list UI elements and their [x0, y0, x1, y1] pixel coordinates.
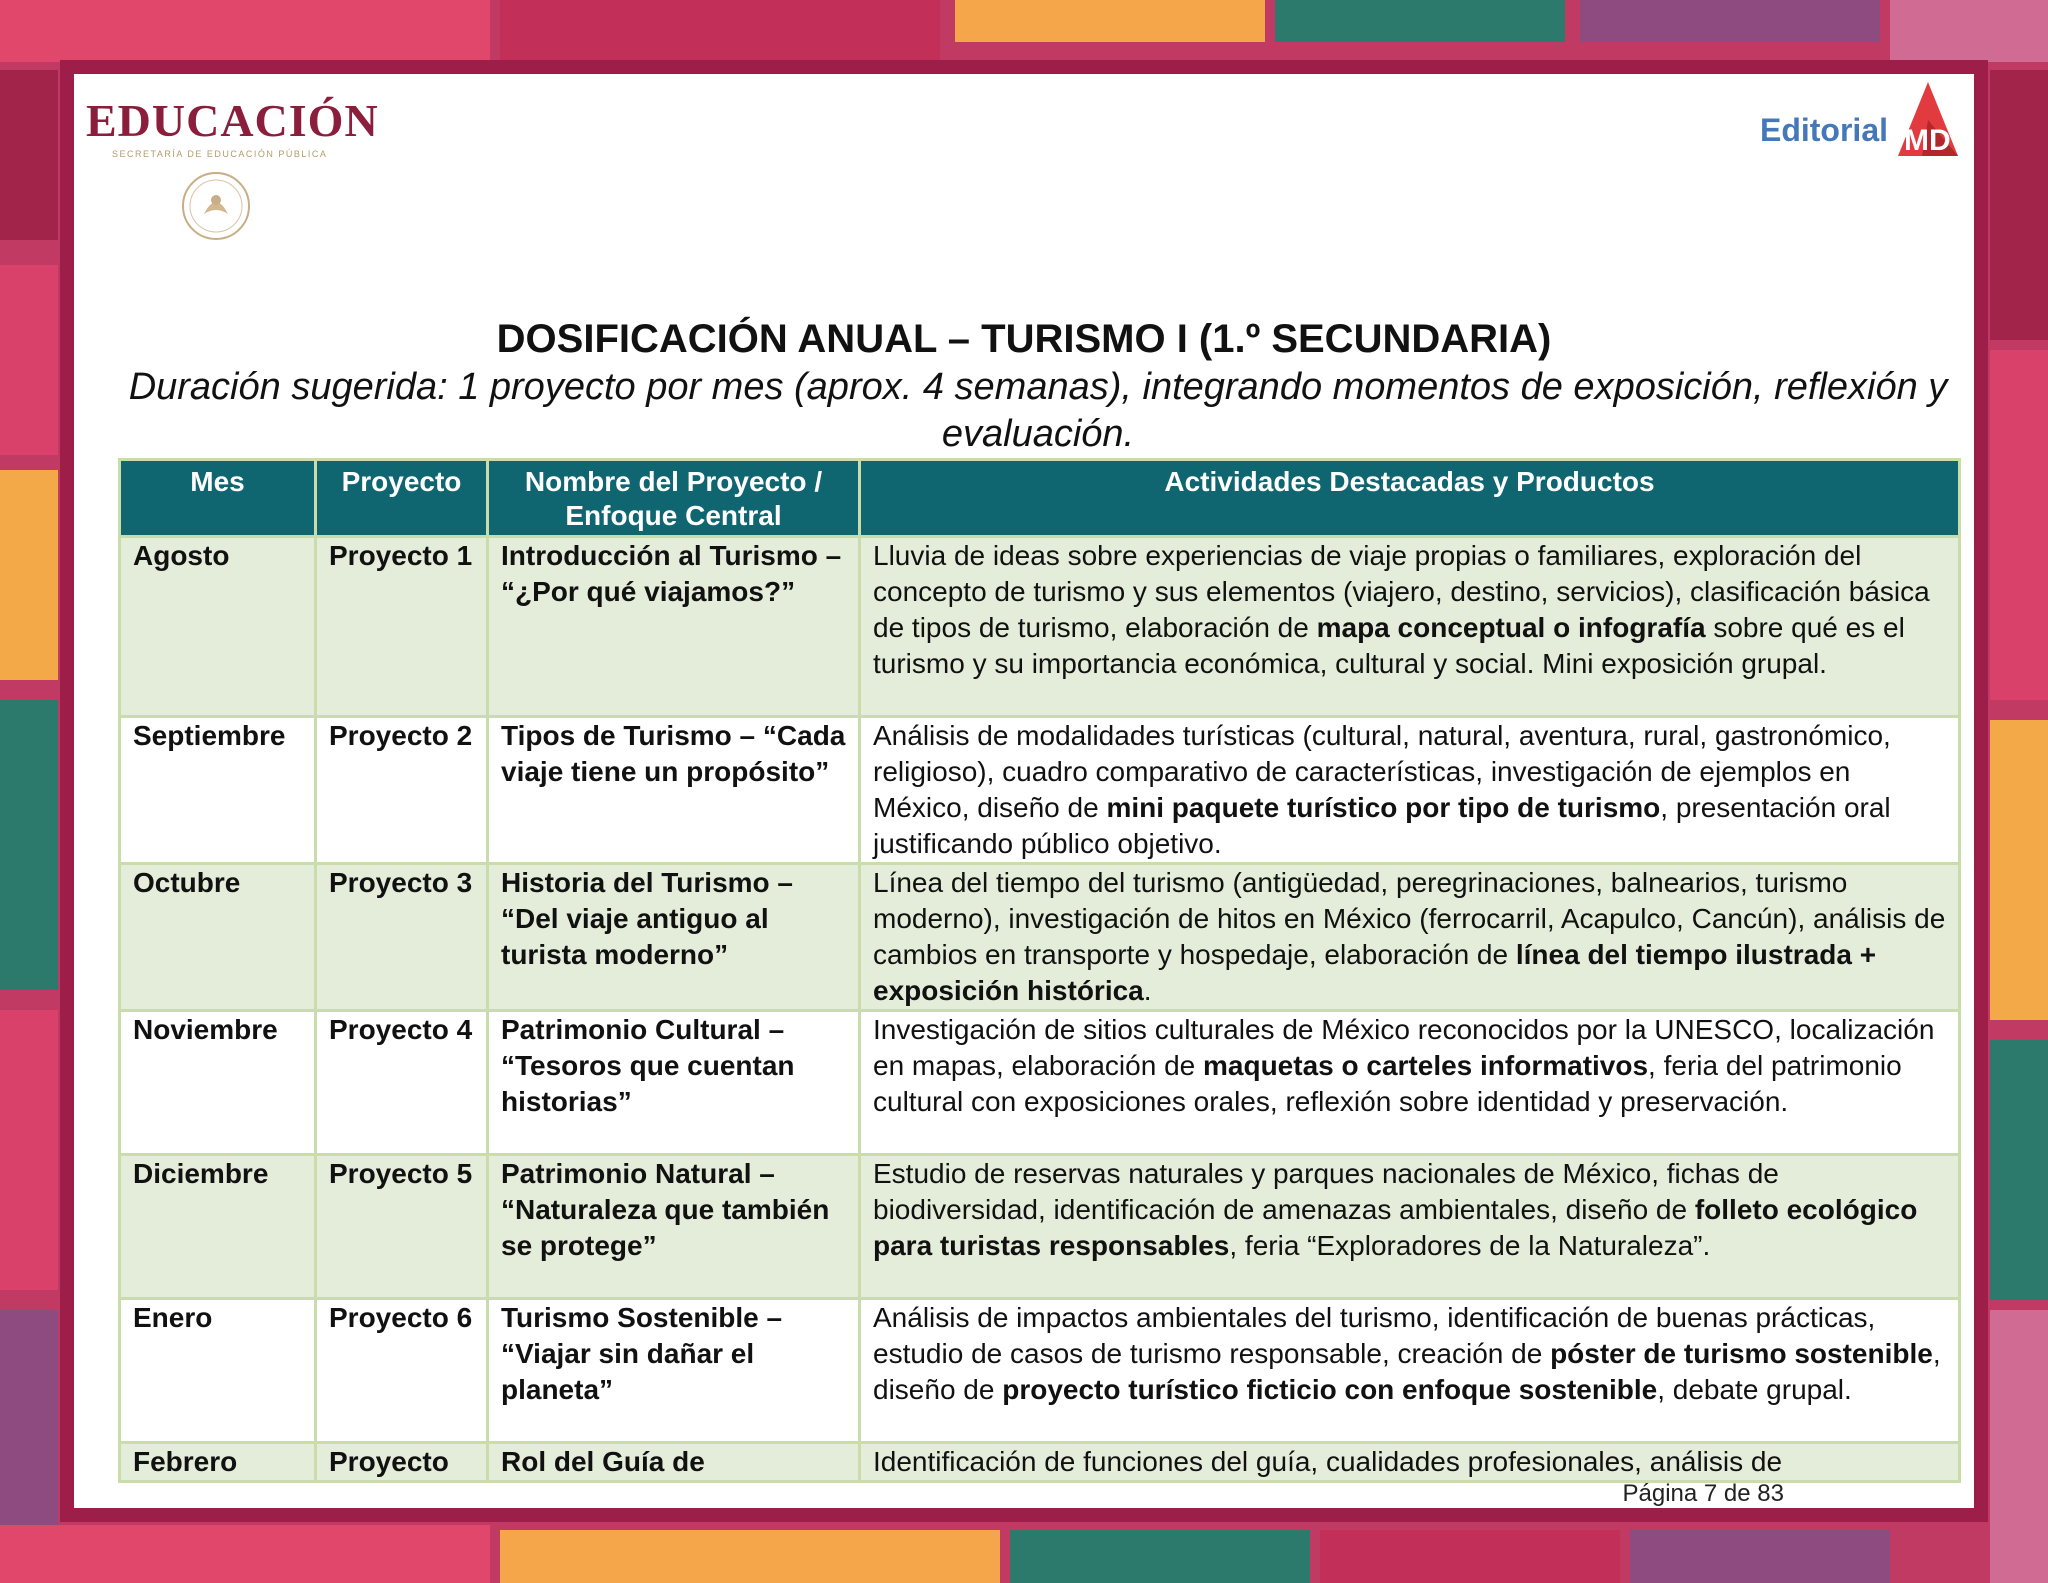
body-text: , feria del patrimonio cultural con exposiciones orales, reflexión sobre identidad y preservación. [873, 1050, 1902, 1117]
sep-logo-word: EDUCACIÓN [86, 95, 379, 146]
highlight-text: folleto ecológico para turistas responsables [873, 1194, 1918, 1261]
body-text: Análisis de impactos ambientales del turismo, identificación de buenas prácticas, estudio de casos de turismo responsable, creación de [873, 1302, 1876, 1369]
body-text: . [1143, 975, 1152, 1006]
cell-proyecto: Proyecto 6 [316, 1299, 488, 1443]
table-row [120, 537, 1960, 717]
body-text: Línea del tiempo del turismo (antigüedad, peregrinaciones, balnearios, turismo moderno), investigación de hitos en México (ferrocarril, Acapulco, Cancún), análisis de cambios en transporte y hospedaje, elaboración de [873, 867, 1946, 970]
cell-nombre: Introducción al Turismo – “¿Por qué viajamos?” [488, 537, 860, 717]
highlight-text: maquetas o carteles informativos [1203, 1050, 1649, 1081]
cell-actividades [860, 1011, 1960, 1155]
cell-proyecto: Proyecto 4 [316, 1011, 488, 1155]
editorial-logo [1760, 80, 1962, 160]
body-text: Estudio de reservas naturales y parques nacionales de México, fichas de biodiversidad, identificación de amenazas ambientales, diseño de [873, 1158, 1779, 1225]
cell-proyecto: Proyecto [316, 1443, 488, 1482]
cell-mes: Enero [120, 1299, 316, 1443]
cell-mes: Octubre [120, 864, 316, 1011]
md-logo-icon [1892, 80, 1962, 160]
cell-actividades [860, 1299, 1960, 1443]
cell-nombre: Patrimonio Natural – “Naturaleza que también se protege” [488, 1155, 860, 1299]
body-text: , diseño de [873, 1338, 1941, 1405]
cell-nombre: Turismo Sostenible – “Viajar sin dañar el planeta” [488, 1299, 860, 1443]
body-text: Análisis de modalidades turísticas (cultural, natural, aventura, rural, gastronómico, religioso), cuadro comparativo de características, investigación de ejemplos en México, diseño de [873, 720, 1891, 823]
dosificacion-table [118, 458, 1961, 1483]
cell-mes: Septiembre [120, 717, 316, 864]
cell-actividades [860, 1443, 1960, 1482]
md-logo-text: MD [1904, 124, 1951, 157]
table-row [120, 1299, 1960, 1443]
highlight-text: mini paquete turístico por tipo de turismo [1106, 792, 1661, 823]
body-text: sobre qué es el turismo y su importancia económica, cultural y social. Mini exposición grupal. [873, 612, 1905, 679]
cell-actividades [860, 864, 1960, 1011]
table-row [120, 864, 1960, 1011]
table-row [120, 1155, 1960, 1299]
table-row [120, 1011, 1960, 1155]
column-header-nombre: Nombre del Proyecto / Enfoque Central [488, 460, 860, 537]
sep-logo-subtitle: SECRETARÍA DE EDUCACIÓN PÚBLICA [112, 149, 328, 159]
table-header-row [120, 460, 1960, 537]
body-text: Investigación de sitios culturales de México reconocidos por la UNESCO, localización en mapas, elaboración de [873, 1014, 1935, 1081]
document-page [74, 74, 1974, 1508]
cell-proyecto: Proyecto 5 [316, 1155, 488, 1299]
column-header-actividades: Actividades Destacadas y Productos [860, 460, 1960, 537]
cell-proyecto: Proyecto 1 [316, 537, 488, 717]
cell-nombre: Patrimonio Cultural – “Tesoros que cuentan historias” [488, 1011, 860, 1155]
cell-actividades [860, 1155, 1960, 1299]
highlight-text: proyecto turístico ficticio con enfoque sostenible [1002, 1374, 1658, 1405]
body-text: , presentación oral justificando público objetivo. [873, 792, 1891, 859]
highlight-text: mapa conceptual o infografía [1316, 612, 1706, 643]
cell-proyecto: Proyecto 2 [316, 717, 488, 864]
cell-proyecto: Proyecto 3 [316, 864, 488, 1011]
body-text: Identificación de funciones del guía, cualidades profesionales, análisis de [873, 1446, 1783, 1477]
cell-nombre: Historia del Turismo – “Del viaje antiguo al turista moderno” [488, 864, 860, 1011]
cell-mes: Febrero [120, 1443, 316, 1482]
table-row [120, 1443, 1960, 1482]
cell-mes: Noviembre [120, 1011, 316, 1155]
document-subtitle: Duración sugerida: 1 proyecto por mes (aprox. 4 semanas), integrando momentos de exposición, reflexión y evaluación. [128, 366, 1948, 455]
body-text: Lluvia de ideas sobre experiencias de viaje propias o familiares, exploración del concepto de turismo y sus elementos (viajero, destino, servicios), clasificación básica de tipos de turismo, elaboración de [873, 540, 1930, 643]
editorial-logo-word: Editorial [1759, 111, 1888, 148]
cell-nombre: Tipos de Turismo – “Cada viaje tiene un propósito” [488, 717, 860, 864]
cell-mes: Diciembre [120, 1155, 316, 1299]
cell-nombre: Rol del Guía de [488, 1443, 860, 1482]
cell-mes: Agosto [120, 537, 316, 717]
sep-logo [86, 94, 379, 159]
column-header-mes: Mes [120, 460, 316, 537]
page-number: Página 7 de 83 [1622, 1480, 1784, 1507]
body-text: , debate grupal. [1657, 1374, 1852, 1405]
table-row [120, 717, 1960, 864]
body-text: , feria “Exploradores de la Naturaleza”. [1229, 1230, 1711, 1261]
seal-icon [180, 170, 252, 242]
cell-actividades [860, 717, 1960, 864]
highlight-text: línea del tiempo ilustrada + exposición histórica [873, 939, 1877, 1006]
column-header-proyecto: Proyecto [316, 460, 488, 537]
document-title: DOSIFICACIÓN ANUAL – TURISMO I (1.º SECUNDARIA) [496, 317, 1552, 361]
cell-actividades [860, 537, 1960, 717]
highlight-text: póster de turismo sostenible [1550, 1338, 1933, 1369]
